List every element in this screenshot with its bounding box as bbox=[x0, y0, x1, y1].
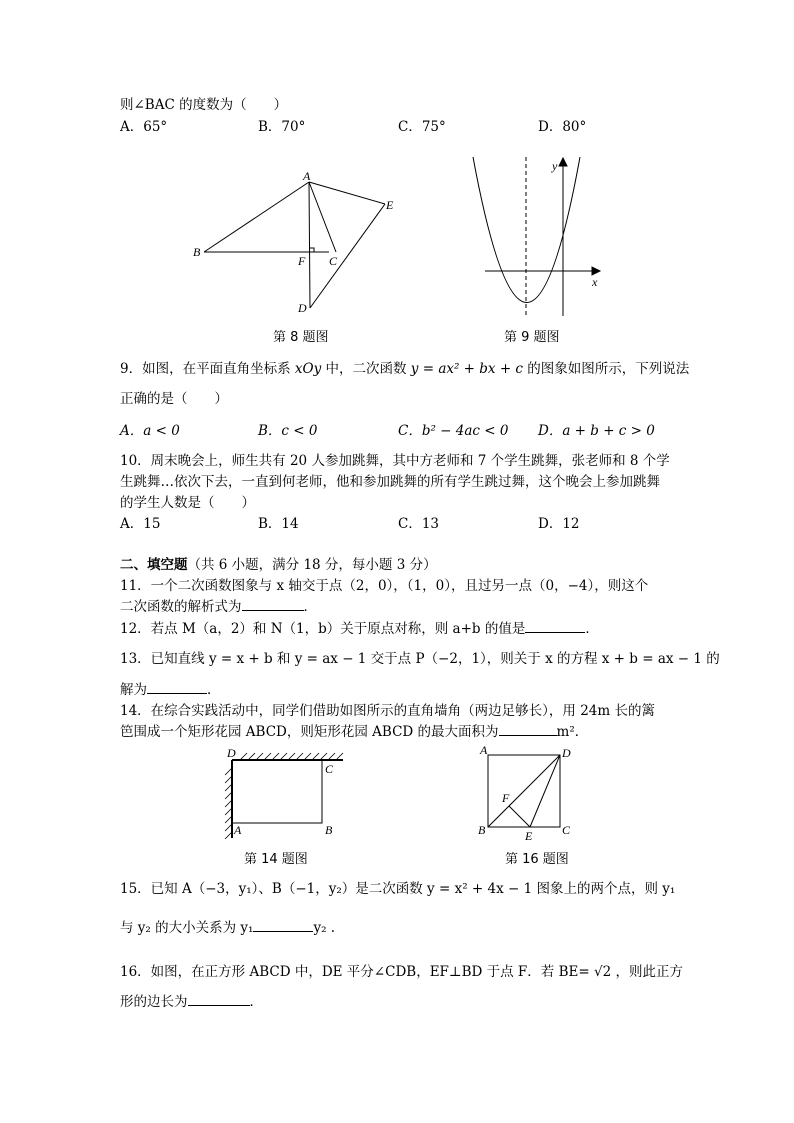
q9-option-d: D．a + b + c > 0 bbox=[538, 423, 655, 439]
fig9-axis-x: x bbox=[592, 275, 598, 289]
fig8-label-d: D bbox=[298, 301, 307, 315]
q15-answer-blank[interactable] bbox=[253, 919, 313, 932]
fig14-label-a: A bbox=[234, 823, 242, 837]
q13-line2-pre: 解为 bbox=[120, 682, 147, 698]
fig14-label-c: C bbox=[325, 762, 334, 776]
section-2-title: 二、填空题 bbox=[120, 557, 188, 573]
q14-line1: 14．在综合实践活动中，同学们借助如图所示的直角墙角（两边足够长），用 24m 长的篱 bbox=[120, 703, 655, 719]
fig8-label-e: E bbox=[386, 198, 394, 212]
fig16-label-c: C bbox=[562, 823, 571, 837]
q11-line2-pre: 二次函数的解析式为 bbox=[120, 599, 242, 615]
q10-option-d: D．12 bbox=[538, 516, 580, 532]
q14-line2-pre: 笆围成一个矩形花园 ABCD，则矩形花园 ABCD 的最大面积为 bbox=[120, 724, 499, 740]
section-2-desc: （共 6 小题，满分 18 分，每小题 3 分） bbox=[187, 557, 437, 573]
q9-stem-pre: 9．如图，在平面直角坐标系 bbox=[120, 361, 291, 377]
q15-line2-post: y₂ . bbox=[313, 920, 336, 936]
fig16-label-f: F bbox=[502, 791, 510, 805]
fig16-label-d: D bbox=[562, 746, 571, 760]
q9-stem-mid: 中，二次函数 bbox=[325, 361, 407, 377]
q8-option-c: C．75° bbox=[398, 119, 446, 135]
q13-line2-post: ． bbox=[207, 682, 221, 698]
q8-stem-tail: 则∠BAC 的度数为（ ） bbox=[120, 97, 288, 113]
q9-option-b: B．c < 0 bbox=[258, 423, 318, 439]
q9-option-c: C．b² − 4ac < 0 bbox=[398, 423, 509, 439]
fig8-label-f: F bbox=[298, 254, 306, 268]
q10-line3: 的学生人数是（ ） bbox=[120, 495, 255, 511]
q12-post: ． bbox=[585, 621, 599, 637]
fig14-label-b: B bbox=[325, 823, 333, 837]
fig16-label-b: B bbox=[478, 823, 486, 837]
q10-option-a: A．15 bbox=[120, 516, 161, 532]
q9-stem-post: 的图象如图所示，下列说法 bbox=[527, 361, 690, 377]
q16-line2-post: ． bbox=[249, 994, 263, 1010]
q11-line1: 11．一个二次函数图象与 x 轴交于点（2，0），（1，0），且过另一点（0，−4），则这个 bbox=[120, 578, 649, 594]
q11-line2-post: ． bbox=[303, 599, 317, 615]
q15-line2-pre: 与 y₂ 的大小关系为 y₁ bbox=[120, 920, 254, 936]
q10-option-b: B．14 bbox=[258, 516, 299, 532]
q8-option-d: D．80° bbox=[538, 119, 587, 135]
fig16-label-e: E bbox=[525, 829, 533, 843]
q8-option-a: A．65° bbox=[120, 119, 168, 135]
fig14-label-d: D bbox=[227, 746, 236, 760]
q16-line2-pre: 形的边长为 bbox=[120, 994, 188, 1010]
q16-line2 bbox=[120, 993, 263, 1011]
q9-stem-line2: 正确的是（ ） bbox=[120, 391, 228, 407]
q8-option-b: B．70° bbox=[258, 119, 306, 135]
q13-line1: 13．已知直线 y = x + b 和 y = ax − 1 交于点 P（−2，1），则关于 x 的方程 x + b = ax − 1 的 bbox=[120, 651, 720, 667]
q12-pre: 12．若点 M（a，2）和 N（1，b）关于原点对称，则 a+b 的值是 bbox=[120, 621, 526, 637]
q15-line2 bbox=[120, 919, 335, 937]
q14-line2-unit: m²． bbox=[556, 724, 589, 740]
q16-answer-blank[interactable] bbox=[188, 993, 250, 1006]
fig8-label-c: C bbox=[329, 254, 338, 268]
fig16-label-a: A bbox=[480, 743, 488, 757]
fig8-caption: 第 8 题图 bbox=[273, 330, 329, 345]
q15-line1: 15．已知 A（−3，y₁）、B（−1，y₂）是二次函数 y = x² + 4x − 1 图象上的两个点，则 y₁ bbox=[120, 881, 676, 897]
fig14-caption: 第 14 题图 bbox=[244, 852, 308, 867]
fig9-axis-y: y bbox=[552, 159, 558, 173]
q10-line2: 生跳舞…依次下去，一直到何老师，他和参加跳舞的所有学生跳过舞，这个晚会上参加跳舞 bbox=[120, 474, 660, 490]
q9-stem-var: xOy bbox=[294, 361, 322, 377]
fig8-label-a: A bbox=[303, 169, 311, 183]
q10-option-c: C．13 bbox=[398, 516, 440, 532]
q9-option-a: A．a < 0 bbox=[120, 423, 180, 439]
q16-line1: 16．如图，在正方形 ABCD 中，DE 平分∠CDB，EF⊥BD 于点 F．若 BE= √2 ，则此正方 bbox=[120, 964, 683, 980]
fig8-label-b: B bbox=[193, 245, 201, 259]
fig9-caption: 第 9 题图 bbox=[504, 330, 560, 345]
fig16-caption: 第 16 题图 bbox=[505, 852, 569, 867]
q9-formula: y = ax² + bx + c bbox=[410, 361, 523, 377]
q10-line1: 10．周末晚会上，师生共有 20 人参加跳舞，其中方老师和 7 个学生跳舞，张老师和 8 个学 bbox=[120, 453, 670, 469]
